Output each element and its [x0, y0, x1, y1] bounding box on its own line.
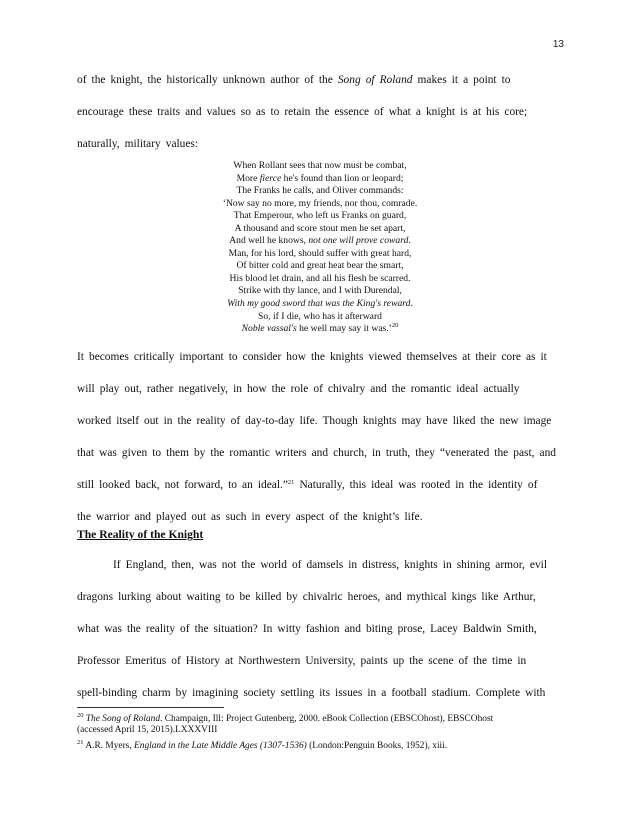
text-span: . [408, 235, 411, 247]
text-line: the warrior and played out as such in every aspect of the knight’s life. [77, 511, 423, 523]
footnote-line [77, 714, 567, 725]
footnote-number: 20 [77, 712, 84, 719]
text-span: still looked back, not forward, to an ideal.” [77, 479, 288, 491]
text-line: will play out, rather negatively, in how the role of chivalry and the romantic ideal actually [77, 383, 520, 395]
quote-line: When Rollant sees that now must be combat, [233, 160, 407, 171]
quote-line: Strike with thy lance, and I with Durendal, [238, 285, 402, 297]
footnote-line [77, 741, 567, 752]
text-span: A.R. Myers, [83, 741, 135, 751]
text-span: of the knight, the historically unknown author of the [77, 74, 338, 86]
italic-text: Noble vassal's [241, 323, 297, 335]
page-number: 13 [552, 39, 564, 50]
quote-line: A thousand and score stout men he set apart, [234, 222, 406, 234]
quote-line [77, 173, 563, 186]
footnote-ref[interactable]: 21 [287, 479, 295, 486]
book-title: Song of Roland [337, 74, 413, 86]
quote-line [77, 235, 563, 248]
italic-text: fierce [259, 172, 282, 184]
quote-line [77, 323, 563, 336]
footnote-ref[interactable]: 20 [391, 322, 399, 330]
quote-line [77, 298, 563, 311]
italic-text: not one will prove coward [308, 235, 409, 247]
text-span: he well may say it was.’ [296, 323, 392, 335]
footnote-separator [77, 707, 224, 708]
quote-line: ‘Now say no more, my friends, nor thou, comrade. [222, 197, 418, 209]
text-span: Naturally, this ideal was rooted in the identity of [294, 479, 538, 491]
text-line: spell-binding charm by imagining society settling its issues in a football stadium. Complete with [77, 687, 546, 699]
text-line: that was given to them by the romantic writers and church, in truth, they “venerated the past, and [77, 447, 556, 459]
text-span: And well he knows, [229, 235, 309, 247]
text-line: It becomes critically important to consider how the knights viewed themselves at their core as it [77, 351, 547, 363]
quote-line: That Emperour, who left us Franks on guard, [233, 210, 407, 222]
text-line: what was the reality of the situation? In witty fashion and biting prose, Lacey Baldwin Smith, [77, 623, 537, 635]
block-quote [77, 160, 563, 336]
quote-line: So, if I die, who has it afterward [258, 310, 382, 322]
section-heading: The Reality of the Knight [77, 528, 204, 541]
text-span: . Champaign, Ill: Project Gutenberg, 2000. eBook Collection (EBSCOhost), EBSCOhost [160, 714, 494, 724]
text-line [77, 74, 511, 86]
footnote-20 [77, 714, 567, 736]
footnote-number: 21 [77, 739, 84, 746]
text-line: naturally, military values: [77, 138, 199, 150]
text-span: makes it a point to [412, 74, 511, 86]
quote-line: His blood let drain, and all his flesh be scarred. [229, 272, 411, 284]
footnote-21 [77, 741, 567, 752]
book-title: The Song of Roland [85, 714, 161, 724]
book-title: England in the Late Middle Ages (1307-1536) [134, 741, 307, 751]
text-span: (London:Penguin Books, 1952), xiii. [306, 741, 448, 751]
text-line: Professor Emeritus of History at Northwestern University, paints up the scene of the time in [77, 655, 527, 667]
text-span: . [410, 298, 413, 310]
text-line: dragons lurking about waiting to be killed by chivalric heroes, and mythical kings like Arthur, [77, 591, 536, 603]
footnote-line: (accessed April 15, 2015).LXXXVIII [77, 725, 218, 735]
quote-line: Of bitter cold and great heat bear the smart, [236, 260, 404, 272]
italic-text: With my good sword that was the King's reward [227, 298, 411, 310]
text-line: If England, then, was not the world of damsels in distress, knights in shining armor, evil [113, 559, 548, 571]
text-line: worked itself out in the reality of day-to-day life. Though knights may have liked the new image [77, 415, 552, 427]
text-span: More [236, 172, 260, 184]
quote-line: The Franks he calls, and Oliver commands: [236, 185, 404, 197]
text-span: he's found than lion or leopard; [281, 172, 404, 184]
text-line: encourage these traits and values so as to retain the essence of what a knight is at his core; [77, 106, 528, 118]
quote-line: Man, for his lord, should suffer with great hard, [228, 247, 412, 259]
text-line [77, 479, 537, 491]
